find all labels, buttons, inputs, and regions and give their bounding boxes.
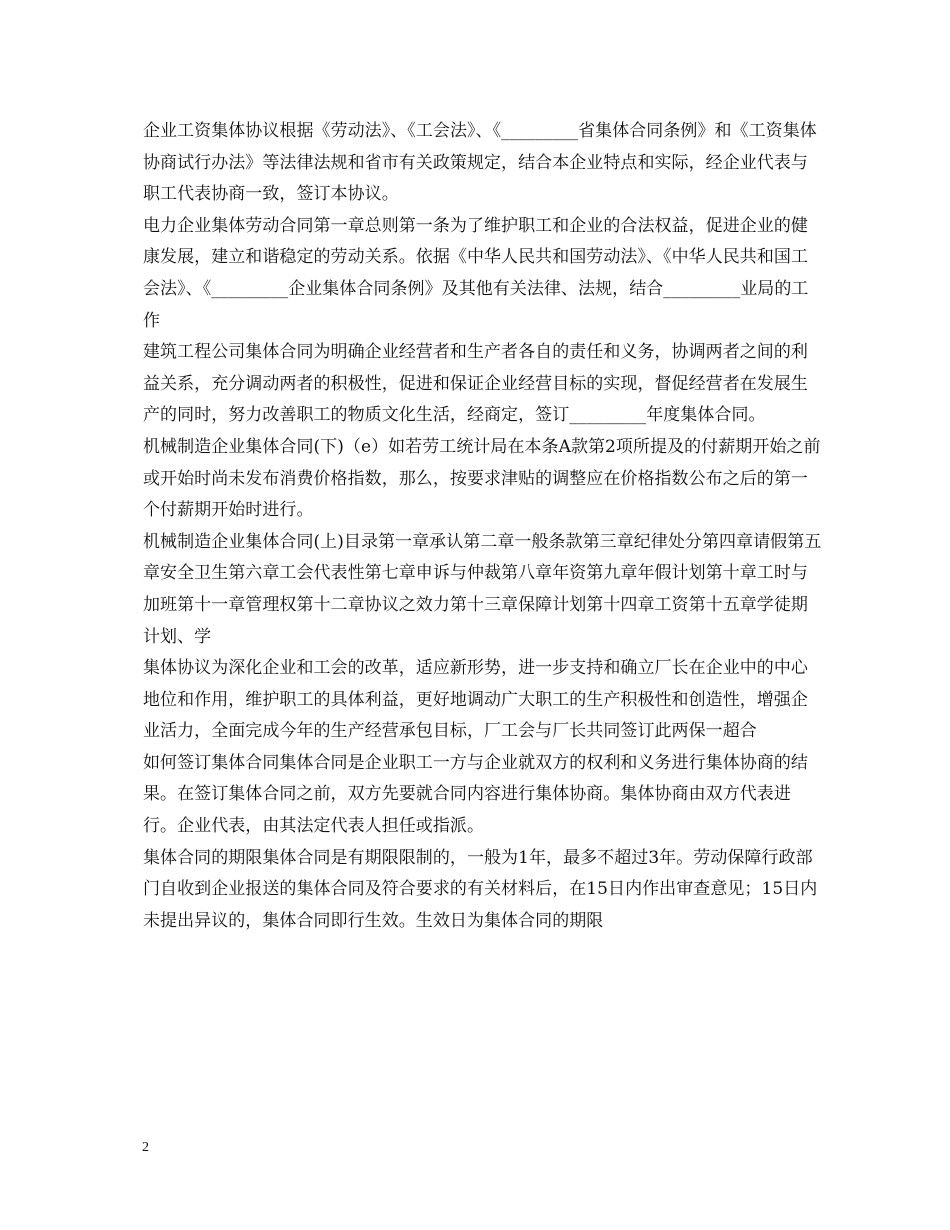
paragraph-machinery-contract-part2: 机械制造企业集体合同(下)（e）如若劳工统计局在本条A款第2项所提及的付薪期开始之前或开始时尚未发布消费价格指数，那么，按要求津贴的调整应在价格指数公布之后的第一个付薪期开始时进行。 <box>143 436 821 521</box>
document-body <box>143 116 823 937</box>
paragraph-wage-agreement: 企业工资集体协议根据《劳动法》、《工会法》、《_________省集体合同条例》和《工资集体协商试行办法》等法律法规和省市有关政策规定，结合本企业特点和实际，经企业代表与职工代表协商一致，签订本协议。 <box>143 121 817 205</box>
paragraph-contract-term: 集体合同的期限集体合同是有期限限制的，一般为1年，最多不超过3年。劳动保障行政部门自收到企业报送的集体合同及符合要求的有关材料后，在15日内作出审查意见；15日内未提出异议的，集体合同即行生效。生效日为集体合同的期限 <box>143 847 818 931</box>
page-number: 2 <box>142 1140 149 1155</box>
paragraph-collective-agreement: 集体协议为深化企业和工会的改革，适应新形势，进一步支持和确立厂长在企业中的中心地位和作用，维护职工的具体利益，更好地调动广大职工的生产积极性和创造性，增强企业活力，全面完成今年的生产经营承包目标，厂工会与厂长共同签订此两保一超合 <box>143 658 808 742</box>
paragraph-machinery-contract-part1: 机械制造企业集体合同(上)目录第一章承认第二章一般条款第三章纪律处分第四章请假第五章安全卫生第六章工会代表性第七章申诉与仲裁第八章年资第九章年假计划第十章工时与加班第十一章管理权第十二章协议之效力第十三章保障计划第十四章工资第十五章学徒期计划、学 <box>143 531 822 647</box>
paragraph-construction-contract: 建筑工程公司集体合同为明确企业经营者和生产者各自的责任和义务，协调两者之间的利益关系，充分调动两者的积极性，促进和保证企业经营目标的实现，督促经营者在发展生产的同时，努力改善职工的物质文化生活，经商定，签订_________年度集体合同。 <box>143 342 808 426</box>
paragraph-how-to-sign: 如何签订集体合同集体合同是企业职工一方与企业就双方的权利和义务进行集体协商的结果。在签订集体合同之前，双方先要就合同内容进行集体协商。集体协商由双方代表进行。企业代表，由其法定代表人担任或指派。 <box>143 752 808 837</box>
paragraph-power-enterprise-contract: 电力企业集体劳动合同第一章总则第一条为了维护职工和企业的合法权益，促进企业的健康发展，建立和谐稳定的劳动关系。依据《中华人民共和国劳动法》、《中华人民共和国工会法》、《_________企业集体合同条例》及其他有关法律、法规，结合_________业局的工作 <box>143 215 809 331</box>
